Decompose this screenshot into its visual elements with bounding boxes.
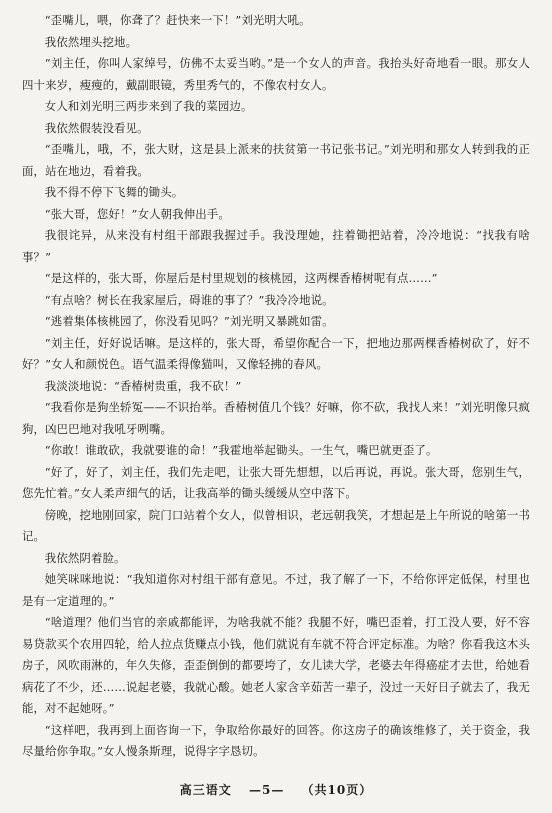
- paragraph: “逃着集体核桃园了，你没看见吗？”刘光明又暴跳如雷。: [44, 314, 334, 328]
- paragraph: 女人和刘光明三两步来到了我的菜园边。: [44, 99, 253, 113]
- paragraph: “我看你是狗坐轿冤——不识抬举。香椿树值几个钱？好嘛，你不砍，我找人来！”刘光明像只疯狗，凶巴巴地对我吼牙咧嘴。: [22, 400, 530, 436]
- paragraph: “好了，好了，刘主任，我们先走吧，让张大哥先想想，以后再说，再说。张大哥，您别生气，您先忙着。”女人柔声细气的话，让我高举的锄头缓缓从空中落下。: [22, 464, 530, 500]
- paragraph: 我依然假装没看见。: [44, 120, 149, 135]
- paragraph: “你敢！谁敢砍，我就要谁的命！”我霍地举起锄头。一生气，嘴巴就更歪了。: [44, 443, 438, 457]
- paragraph: “是这样的，张大哥，你屋后是村里规划的核桃园，这两棵香椿树呢有点……”: [44, 271, 438, 285]
- paragraph: 我不得不停下飞舞的锄头。: [44, 185, 184, 199]
- paragraph: “有点啥？树长在我家屋后，碍谁的事了？”我冷冷地说。: [44, 292, 334, 307]
- paragraph: 傍晚，挖地刚回家，院门口站着个女人，似曾相识，老远朝我笑，才想起是上午所说的啥第一书记。: [22, 507, 530, 543]
- paragraph: “刘主任，好好说话嘛。是这样的，张大哥，希望你配合一下，把地边那两棵香椿树砍了，好不好？”女人和颜悦色。语气温柔得像猫叫，又像轻拂的春风。: [22, 335, 530, 371]
- paragraph: 我依然埋头挖地。: [44, 34, 138, 49]
- paragraph: 我依然阴着脸。: [44, 550, 126, 565]
- footer-total-pages: （共10页）: [301, 783, 373, 797]
- paragraph: “啥道理？他们当官的亲戚都能评，为啥我就不能？我腿不好，嘴巴歪着，打工没人要，好不容易贷款买个农用四轮，给人拉点货赚点小钱，他们就说有车就不符合评定标准。为啥？你看我这木头房子，风吹雨淋的，年久失修，歪歪倒倒的都要垮了，女儿读大学，老婆去年得癌症才去世，给她看病花了不少，还……说起老婆，我就心酸。她老人家含辛茹苦一辈子，没过一天好日子就去了，我无能，对不起她呀。”: [22, 615, 530, 715]
- footer-page-number: —5—: [248, 783, 285, 797]
- paragraph: 我淡淡地说：“香椿树贵重，我不砍！”: [44, 378, 242, 393]
- page-footer: [0, 781, 552, 798]
- paragraph: 我很诧异，从来没有村组干部跟我握过手。我没理她，拄着锄把站着，冷冷地说：“找我有啥事？”: [22, 228, 530, 264]
- paragraph: 她笑咪咪地说：“我知道你对村组干部有意见。不过，我了解了一下，不给你评定低保，村里也是有一定道理的。”: [22, 572, 530, 608]
- paragraph: “这样吧，我再到上面咨询一下，争取给你最好的回答。你这房子的确该维修了，关于资金，我尽量给你争取。”女人慢条斯理，说得字字恳切。: [22, 722, 530, 758]
- paragraph: “刘主任，你叫人家绰号，仿佛不太妥当哟。”是一个女人的声音。我抬头好奇地看一眼。那女人四十来岁，瘦瘦的，戴副眼镜，秀里秀气的，不像农村女人。: [22, 56, 530, 92]
- paragraph: “张大哥，您好！”女人朝我伸出手。: [44, 206, 230, 221]
- story-text: [22, 10, 530, 763]
- paragraph: “歪嘴儿，喂，你聋了？赶快来一下！”刘光明大吼。: [44, 13, 311, 27]
- paragraph: “歪嘴儿，哦，不，张大财，这是县上派来的扶贫第一书记张书记。”刘光明和那女人转到我的正面，站在地边，看着我。: [22, 142, 530, 178]
- footer-subject: 高三语文: [179, 783, 232, 797]
